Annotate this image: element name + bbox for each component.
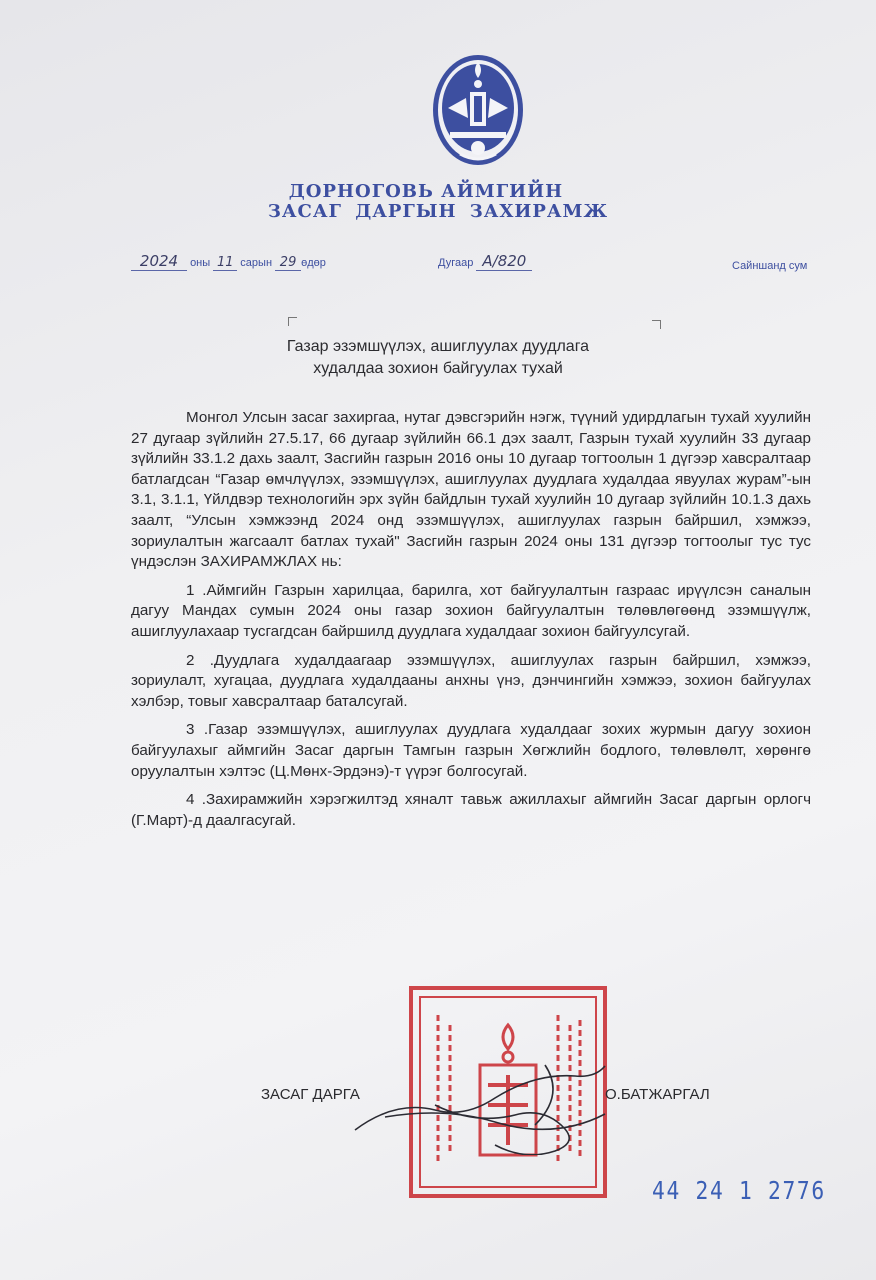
date-field	[131, 252, 326, 271]
document-title-line-1: Газар эзэмшүүлэх, ашиглуулах дуудлага	[286, 338, 590, 355]
title-corner-left	[288, 317, 297, 326]
state-emblem-icon	[430, 50, 526, 168]
signatory-position: ЗАСАГ ДАРГА	[261, 1086, 360, 1103]
order-item-1: 1 .Аймгийн Газрын харилцаа, барилга, хот байгуулалтын газраас ирүүлсэн саналын дагуу Мандах сумын 2024 оны газар зохион байгуулалтын төлөвлөгөөнд эзэмшүүлж, ашиглуулахаар тусгагдсан байршилд дуудлага худалдааг зохион байгуулсугай.	[131, 581, 811, 640]
title-corner-right	[652, 320, 661, 329]
date-month: 11	[213, 255, 237, 271]
place-of-issue: Сайншанд сум	[732, 260, 808, 272]
number-field	[438, 252, 532, 271]
preamble-paragraph: Монгол Улсын засаг захиргаа, нутаг дэвсгэрийн нэгж, түүний удирдлагын тухай хуулийн 27 дугаар зүйлийн 27.5.17, 66 дугаар зүйлийн 66.1 дэх заалт, Газрын тухай хуулийн 33 дугаар зүйлийн 33.1.2 дахь заалт, Засгийн газрын 2016 оны 10 дугаар тогтоолын 1 дүгээр хавсралтаар батлагдсан “Газар өмчлүүлэх, эзэмшүүлэх, ашиглуулах дуудлага худалдаа явуулах журам”-ын 3.1, 3.1.1, Үйлдвэр технологийн эрх зүйн байдлын тухай хуулийн 10 дугаар зүйлийн 10.1.3 дахь заалт, “Улсын хэмжээнд 2024 онд эзэмшүүлэх, ашиглуулах газрын байршил, хэмжээ, зориулалтын жагсаалт батлах тухай" Засгийн газрын 2024 оны 131 дүгээр тогтоолыг тус тус үндэслэн ЗАХИРАМЖЛАХ нь:	[131, 409, 811, 571]
order-item-2: 2 .Дуудлага худалдаагаар эзэмшүүлэх, ашиглуулах газрын байршил, хэмжээ, зориулалт, хугацаа, дуудлага худалдааны анхны үнэ, дэнчингийн хэмжээ, зохион байгуулах хэлбэр, товыг хавсралтаар баталсугай.	[131, 651, 811, 710]
registration-number: 44 24 1 2776	[652, 1176, 826, 1205]
year-suffix: оны	[190, 257, 211, 269]
issuer-line-1: ДОРНОГОВЬ АЙМГИЙН	[288, 181, 564, 202]
month-suffix: сарын	[240, 257, 273, 269]
date-year: 2024	[131, 252, 187, 271]
order-item-4: 4 .Захирамжийн хэрэгжилтэд хяналт тавьж ажиллахыг аймгийн Засаг даргын орлогч (Г.Март)-д даалгасугай.	[131, 791, 811, 829]
issuer-line-2: ЗАСАГ ДАРГЫН ЗАХИРАМЖ	[267, 201, 609, 222]
handwritten-signature	[345, 1045, 635, 1155]
signatory-name: О.БАТЖАРГАЛ	[605, 1086, 710, 1103]
date-day: 29	[275, 255, 301, 271]
order-item-3: 3 .Газар эзэмшүүлэх, ашиглуулах дуудлага худалдааг зохих журмын дагуу зохион байгуулахыг аймгийн Засаг даргын Тамгын газрын Хөгжлийн бодлого, төлөвлөлт, хөрөнгө оруулалтын хэлтэс (Ц.Мөнх-Эрдэнэ)-т үүрэг болгосугай.	[131, 721, 811, 780]
day-suffix: өдөр	[301, 257, 326, 269]
number-label: Дугаар	[438, 257, 474, 269]
document-title-line-2: худалдаа зохион байгуулах тухай	[313, 360, 563, 377]
document-body	[131, 408, 811, 839]
document-number: А/820	[476, 252, 532, 271]
